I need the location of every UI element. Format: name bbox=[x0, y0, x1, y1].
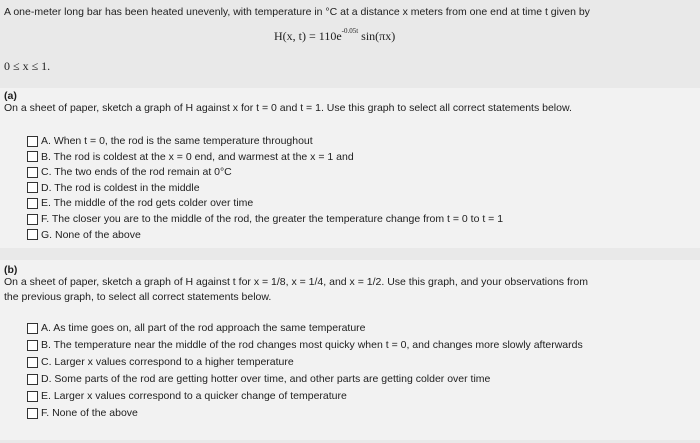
part-b-prompt-line2: the previous graph, to select all correct statements below. bbox=[4, 291, 272, 303]
part-a-option-a[interactable] bbox=[27, 135, 313, 147]
option-label: B. The rod is coldest at the x = 0 end, and warmest at the x = 1 and bbox=[41, 150, 354, 163]
checkbox[interactable] bbox=[27, 167, 38, 178]
option-label: C. The two ends of the rod remain at 0°C bbox=[41, 166, 232, 179]
checkbox[interactable] bbox=[27, 408, 38, 419]
part-b-option-c[interactable] bbox=[27, 356, 294, 368]
temperature-formula bbox=[274, 29, 395, 44]
checkbox[interactable] bbox=[27, 340, 38, 351]
option-label: C. Larger x values correspond to a higher temperature bbox=[41, 356, 294, 368]
part-a-option-c[interactable] bbox=[27, 166, 232, 178]
part-b-option-d[interactable] bbox=[27, 373, 490, 385]
option-label: D. Some parts of the rod are getting hotter over time, and other parts are getting colder over time bbox=[41, 373, 491, 385]
part-a-panel bbox=[0, 88, 700, 248]
part-a-prompt: On a sheet of paper, sketch a graph of H against x for t = 0 and t = 1. Use this graph to select all correct statements below. bbox=[4, 102, 572, 114]
option-label: A. When t = 0, the rod is the same temperature throughout bbox=[41, 135, 313, 147]
option-label: E. The middle of the rod gets colder over time bbox=[41, 197, 254, 210]
option-label: E. Larger x values correspond to a quicker change of temperature bbox=[41, 390, 347, 402]
part-b-option-f[interactable] bbox=[27, 407, 138, 419]
formula-main: H(x, t) = 110e bbox=[274, 29, 342, 43]
checkbox[interactable] bbox=[27, 151, 38, 162]
checkbox[interactable] bbox=[27, 374, 38, 385]
part-b-prompt-line1: On a sheet of paper, sketch a graph of H against t for x = 1/8, x = 1/4, and x = 1/2. Use this graph, and your observations from bbox=[4, 276, 588, 288]
formula-exponent: -0.05t bbox=[341, 27, 359, 35]
part-b-label: (b) bbox=[4, 264, 18, 276]
intro-text: A one-meter long bar has been heated unevenly, with temperature in °C at a distance x meters from one end at time t given by bbox=[4, 6, 590, 18]
part-b-panel bbox=[0, 260, 700, 440]
option-label: D. The rod is coldest in the middle bbox=[41, 181, 200, 194]
checkbox[interactable] bbox=[27, 357, 38, 368]
checkbox[interactable] bbox=[27, 229, 38, 240]
part-b-option-b[interactable] bbox=[27, 339, 583, 351]
option-label: A. As time goes on, all part of the rod approach the same temperature bbox=[41, 322, 366, 334]
part-a-option-b[interactable] bbox=[27, 151, 354, 163]
checkbox[interactable] bbox=[27, 182, 38, 193]
checkbox[interactable] bbox=[27, 198, 38, 209]
checkbox[interactable] bbox=[27, 136, 38, 147]
checkbox[interactable] bbox=[27, 391, 38, 402]
option-label: F. The closer you are to the middle of the rod, the greater the temperature change from t = 0 to t = 1 bbox=[41, 213, 504, 225]
formula-tail: sin(πx) bbox=[358, 29, 396, 43]
part-a-option-f[interactable] bbox=[27, 213, 503, 225]
option-label: G. None of the above bbox=[41, 228, 141, 241]
option-label: F. None of the above bbox=[41, 407, 138, 419]
checkbox[interactable] bbox=[27, 214, 38, 225]
part-b-option-a[interactable] bbox=[27, 322, 366, 334]
part-a-option-d[interactable] bbox=[27, 182, 200, 194]
part-b-option-e[interactable] bbox=[27, 390, 347, 402]
domain-range: 0 ≤ x ≤ 1. bbox=[4, 59, 51, 73]
checkbox[interactable] bbox=[27, 323, 38, 334]
part-a-option-g[interactable] bbox=[27, 229, 141, 241]
part-a-option-e[interactable] bbox=[27, 197, 253, 209]
part-a-label: (a) bbox=[4, 90, 17, 102]
option-label: B. The temperature near the middle of the rod changes most quicky when t = 0, and changes more slowly afterwards bbox=[41, 339, 583, 351]
